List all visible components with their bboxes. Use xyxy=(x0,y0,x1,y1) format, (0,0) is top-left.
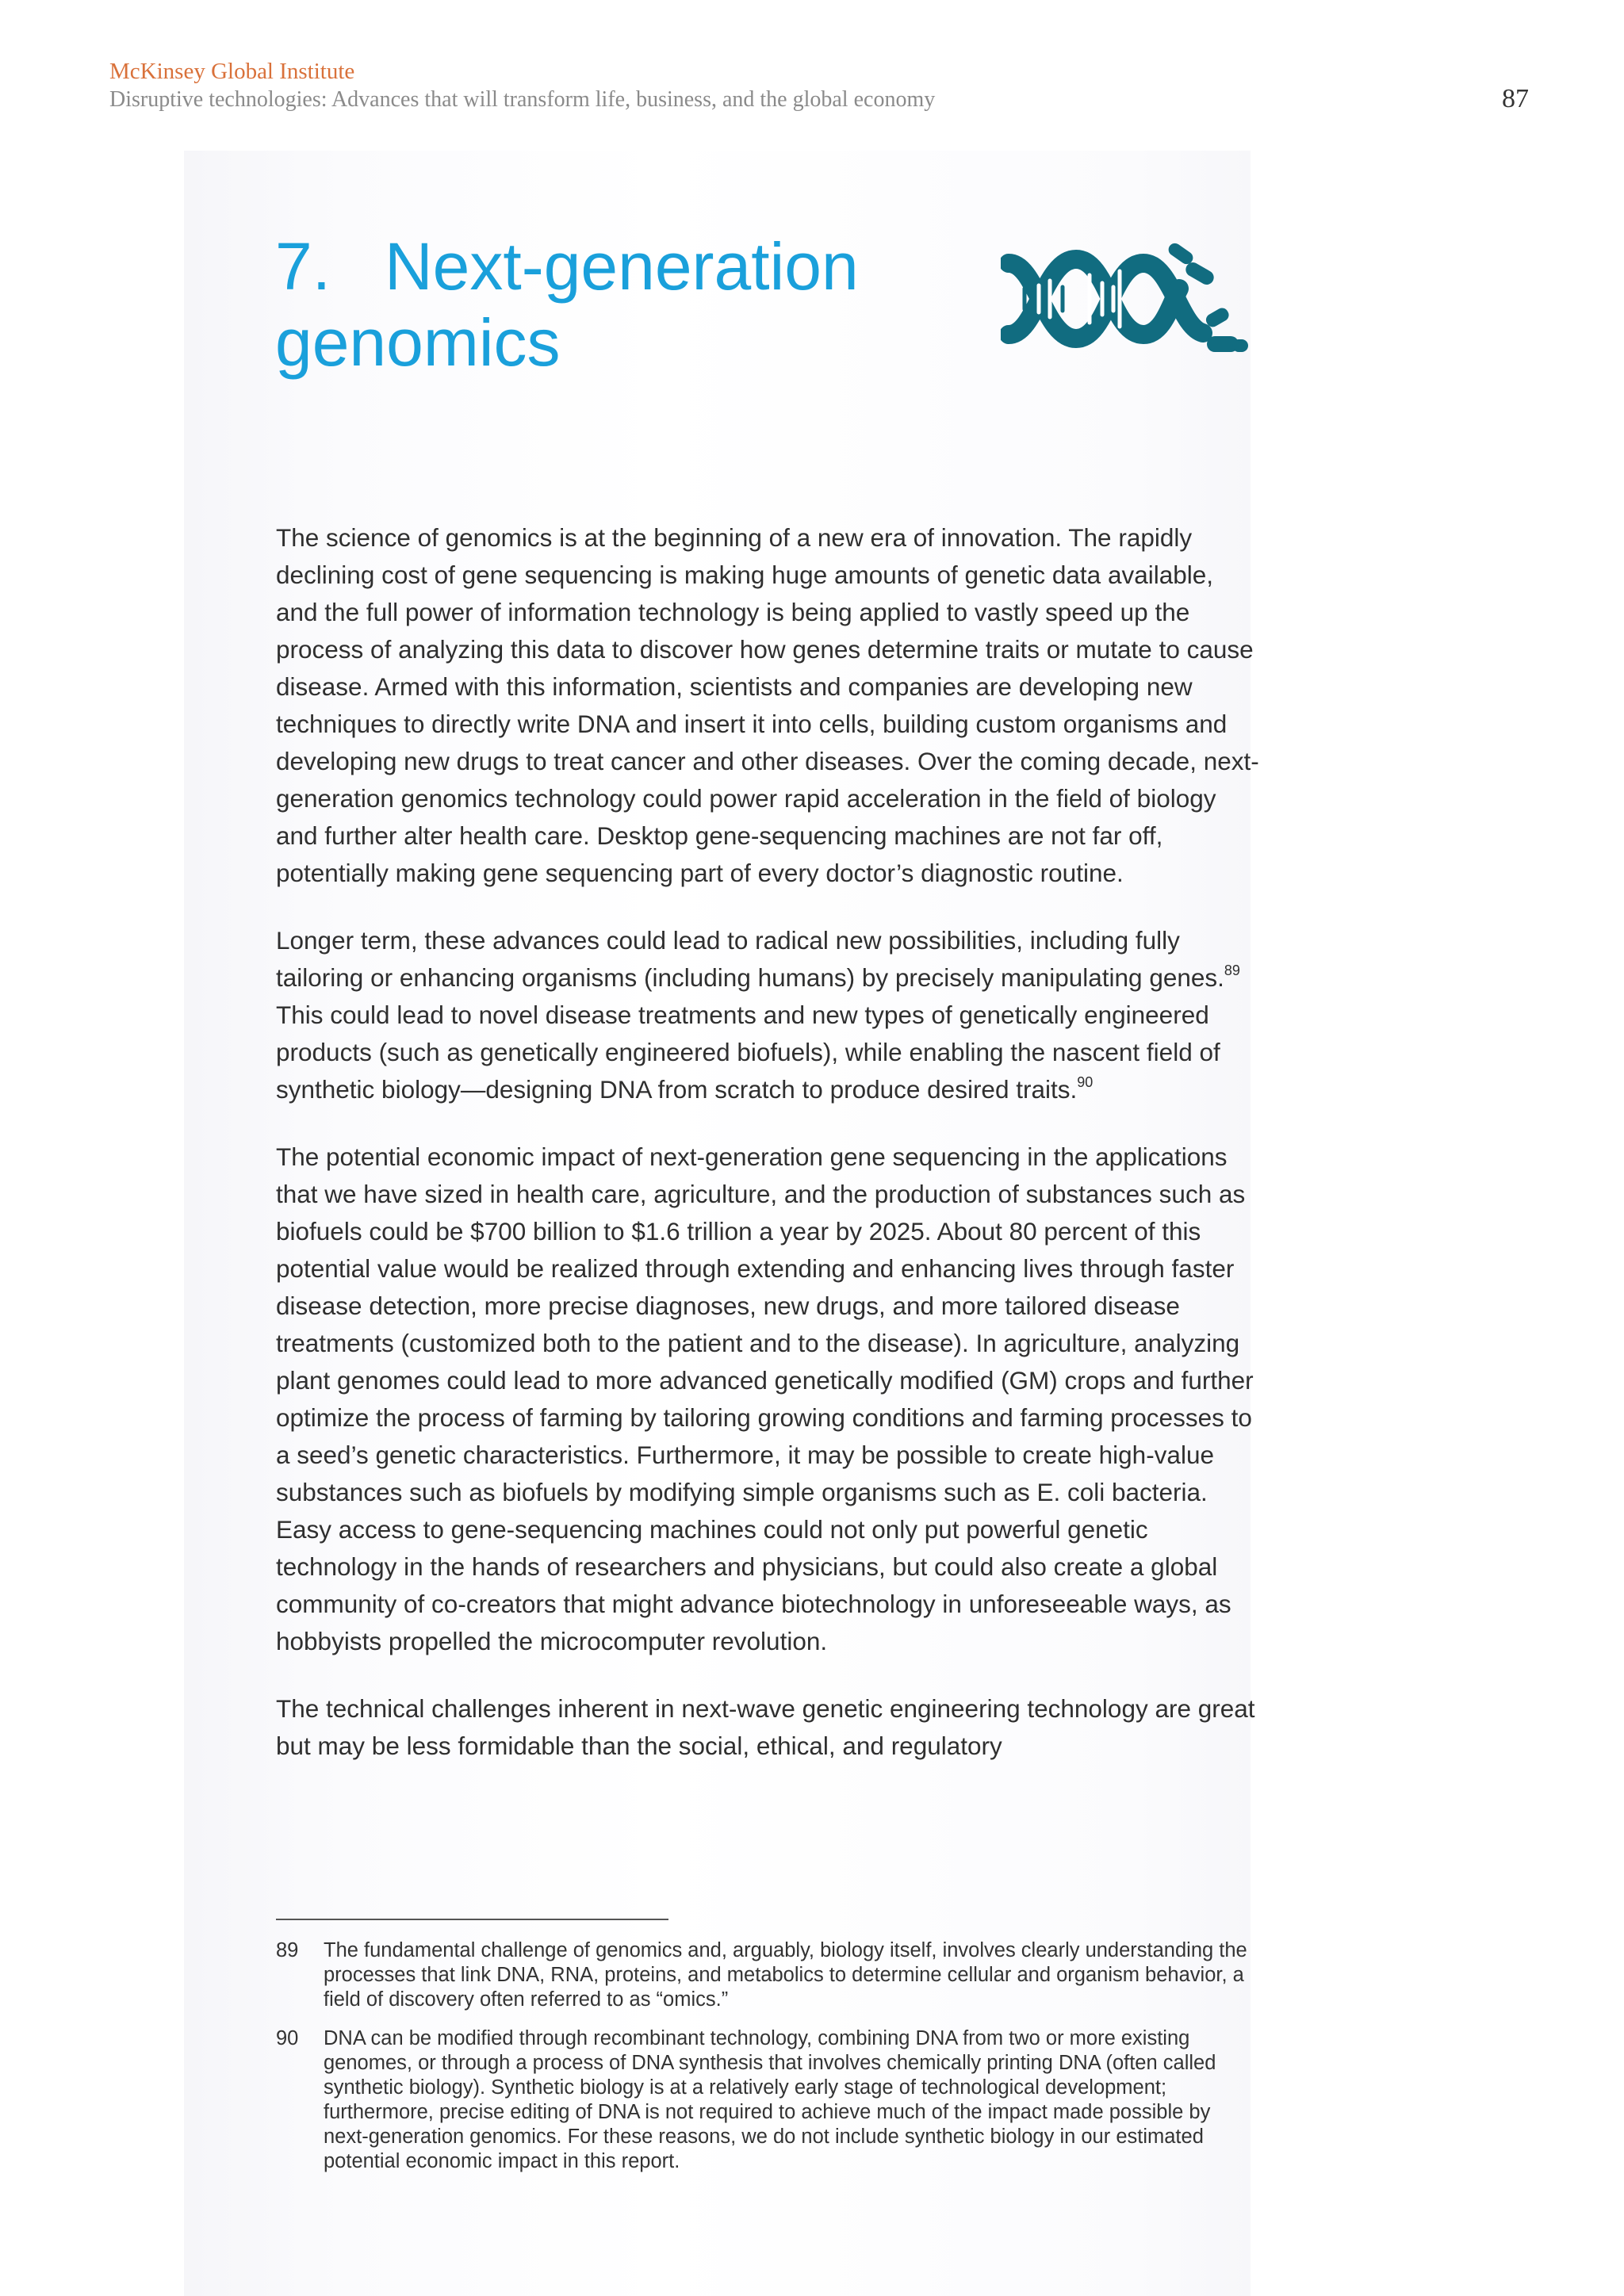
paragraph-2 xyxy=(276,922,1259,1108)
paragraph-1: The science of genomics is at the beginning of a new era of innovation. The rapidly declining cost of gene sequencing is making huge amounts of genetic data available, and the full power of information technology is being applied to vastly speed up the process of analyzing this data to discover how genes determine traits or mutate to cause disease. Armed with this information, scientists and companies are developing new techniques to directly write DNA and insert it into cells, building custom organisms and developing new drugs to treat cancer and other diseases. Over the coming decade, next-generation genomics technology could power rapid acceleration in the field of biology and further alter health care. Desktop gene-sequencing machines are not far off, potentially making gene sequencing part of every doctor’s diagnostic routine. xyxy=(276,523,1259,887)
footnote-ref-90: 90 xyxy=(1077,1073,1094,1090)
dna-helix-icon xyxy=(1001,239,1254,358)
page-number: 87 xyxy=(1502,84,1529,113)
chapter-title-line2: genomics xyxy=(275,305,561,380)
footnote-number: 90 xyxy=(276,2027,299,2049)
footnote-text: DNA can be modified through recombinant technology, combining DNA from two or more existing genomes, or through a process of DNA synthesis that involves chemically printing DNA (often called synthetic biology). Synthetic biology is at a relatively early stage of technological development; furthermore, precise editing of DNA is not required to achieve much of the impact made possible by next-generation genomics. For these reasons, we do not include synthetic biology in our estimated potential economic impact in this report. xyxy=(324,2027,1216,2172)
footnote-90 xyxy=(276,2026,1251,2174)
chapter-number: 7. xyxy=(275,229,331,304)
header-brand: McKinsey Global Institute xyxy=(109,59,355,84)
footnote-89 xyxy=(276,1938,1251,2012)
paragraph-3: The potential economic impact of next-generation gene sequencing in the applications that we have sized in health care, agriculture, and the production of substances such as biofuels could be $700 billion to $1.6 trillion a year by 2025. About 80 percent of this potential value would be realized through extending and enhancing lives through faster disease detection, more precise diagnoses, new drugs, and more tailored disease treatments (customized both to the patient and to the disease). In agriculture, analyzing plant genomes could lead to more advanced genetically modified (GM) crops and further optimize the process of farming by tailoring growing conditions and farming processes to a seed’s genetic characteristics. Furthermore, it may be possible to create high-value substances such as biofuels by modifying simple organisms such as E. coli bacteria. Easy access to gene-sequencing machines could not only put powerful genetic technology in the hands of researchers and physicians, but could also create a global community of co-creators that might advance biotechnology in unforeseeable ways, as hobbyists propelled the microcomputer revolution. xyxy=(276,1142,1254,1655)
footnotes xyxy=(276,1938,1251,2188)
header-subtitle: Disruptive technologies: Advances that will transform life, business, and the global economy xyxy=(109,87,936,112)
chapter-title xyxy=(275,228,989,381)
paragraph-4: The technical challenges inherent in next-wave genetic engineering technology are great but may be less formidable than the social, ethical, and regulatory xyxy=(276,1694,1255,1760)
footnote-ref-89: 89 xyxy=(1224,962,1240,978)
body-text xyxy=(276,519,1259,1795)
chapter-title-line1: Next-generation xyxy=(385,229,859,304)
footnote-number: 89 xyxy=(276,1939,299,1961)
footnote-divider xyxy=(276,1919,668,1920)
paragraph-2-part-a: Longer term, these advances could lead to radical new possibilities, including fully tailoring or enhancing organisms (including humans) by precisely manipulating genes. xyxy=(276,926,1224,992)
paragraph-2-part-b: This could lead to novel disease treatments and new types of genetically engineered products (such as genetically engineered biofuels), while enabling the nascent field of synthetic biology—designing DNA from scratch to produce desired traits. xyxy=(276,1001,1220,1104)
footnote-text: The fundamental challenge of genomics and, arguably, biology itself, involves clearly understanding the processes that link DNA, RNA, proteins, and metabolics to determine cellular and organism behavior, a field of discovery often referred to as “omics.” xyxy=(324,1939,1247,2011)
